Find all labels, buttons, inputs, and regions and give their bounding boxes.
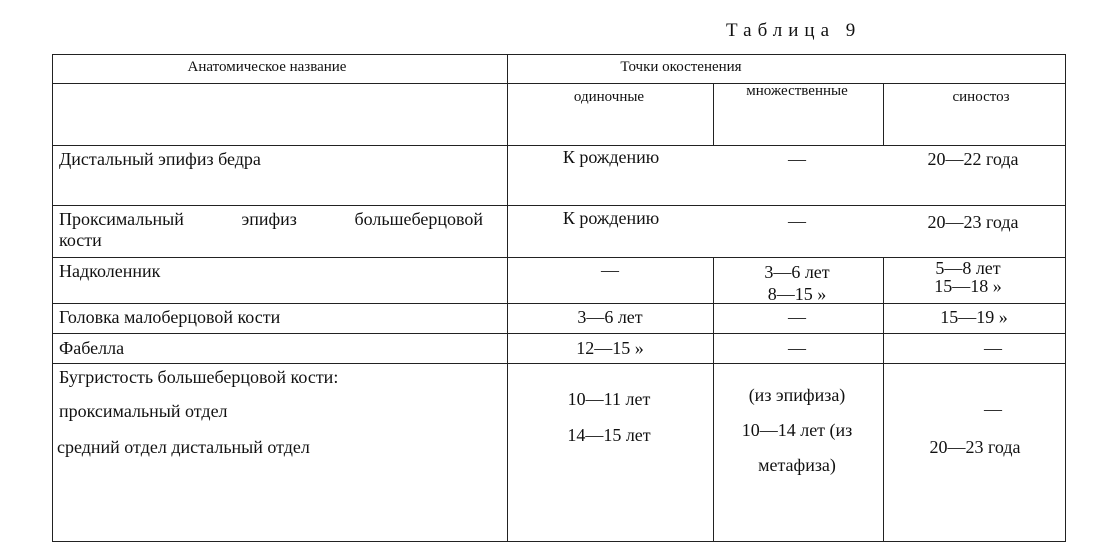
row-name-word: эпифиз bbox=[241, 209, 297, 229]
cell-multiple: — bbox=[788, 211, 806, 231]
header-multiple: множественные bbox=[746, 83, 848, 99]
cell-single: К рождению bbox=[562, 147, 660, 167]
column-divider bbox=[883, 83, 884, 145]
row-divider bbox=[53, 257, 1065, 258]
row-name: Фабелла bbox=[59, 338, 125, 358]
cell-synostosis: 20—23 года bbox=[929, 437, 1021, 457]
cell-multiple: 3—6 лет bbox=[764, 262, 830, 282]
row-divider bbox=[53, 363, 1065, 364]
column-divider bbox=[713, 83, 714, 145]
cell-multiple: — bbox=[788, 338, 806, 358]
row-name-line2: кости bbox=[59, 230, 102, 250]
column-divider bbox=[713, 257, 714, 541]
cell-synostosis: 5—8 лет bbox=[935, 258, 1001, 278]
cell-synostosis: 20—23 года bbox=[927, 212, 1019, 232]
row-name-word: большеберцовой bbox=[354, 209, 483, 229]
row-name: Головка малоберцовой кости bbox=[59, 307, 281, 327]
header-single: одиночные bbox=[573, 89, 645, 105]
ossification-table bbox=[52, 54, 1066, 542]
row-name-word: Проксимальный bbox=[59, 209, 184, 229]
row-divider bbox=[53, 145, 1065, 146]
row-name: Дистальный эпифиз бедра bbox=[59, 149, 261, 169]
cell-multiple: метафиза) bbox=[758, 455, 836, 475]
cell-synostosis: 15—18 » bbox=[934, 276, 1002, 296]
cell-single: 14—15 лет bbox=[567, 425, 651, 445]
column-divider bbox=[507, 55, 508, 541]
cell-synostosis: 20—22 года bbox=[927, 149, 1019, 169]
cell-multiple: 8—15 » bbox=[767, 284, 827, 304]
table-caption: Таблица 9 bbox=[726, 20, 862, 41]
cell-single: 10—11 лет bbox=[567, 389, 651, 409]
row-divider bbox=[53, 205, 1065, 206]
row-divider bbox=[53, 303, 1065, 304]
row-name: Надколенник bbox=[59, 261, 161, 281]
header-name: Анатомическое название bbox=[187, 59, 347, 75]
row-divider bbox=[53, 333, 1065, 334]
row-name: проксимальный отдел bbox=[59, 401, 228, 421]
cell-multiple: — bbox=[788, 149, 806, 169]
cell-single: 3—6 лет bbox=[577, 307, 643, 327]
cell-synostosis: — bbox=[984, 399, 1002, 419]
header-synostosis: синостоз bbox=[952, 89, 1010, 105]
row-name: средний отдел дистальный отдел bbox=[57, 437, 310, 457]
row-name: Бугристость большеберцовой кости: bbox=[59, 367, 339, 387]
cell-synostosis: — bbox=[984, 338, 1002, 358]
cell-synostosis: 15—19 » bbox=[940, 307, 1008, 327]
cell-single: К рождению bbox=[562, 208, 660, 228]
cell-single: 12—15 » bbox=[576, 338, 644, 358]
cell-multiple: — bbox=[788, 307, 806, 327]
row-divider bbox=[53, 83, 1065, 84]
column-divider bbox=[883, 257, 884, 541]
cell-multiple: (из эпифиза) bbox=[748, 385, 846, 405]
row-name-line1 bbox=[59, 209, 483, 230]
cell-single: — bbox=[601, 260, 619, 280]
cell-multiple: 10—14 лет (из bbox=[741, 420, 853, 440]
header-points: Точки окостенения bbox=[620, 59, 742, 75]
